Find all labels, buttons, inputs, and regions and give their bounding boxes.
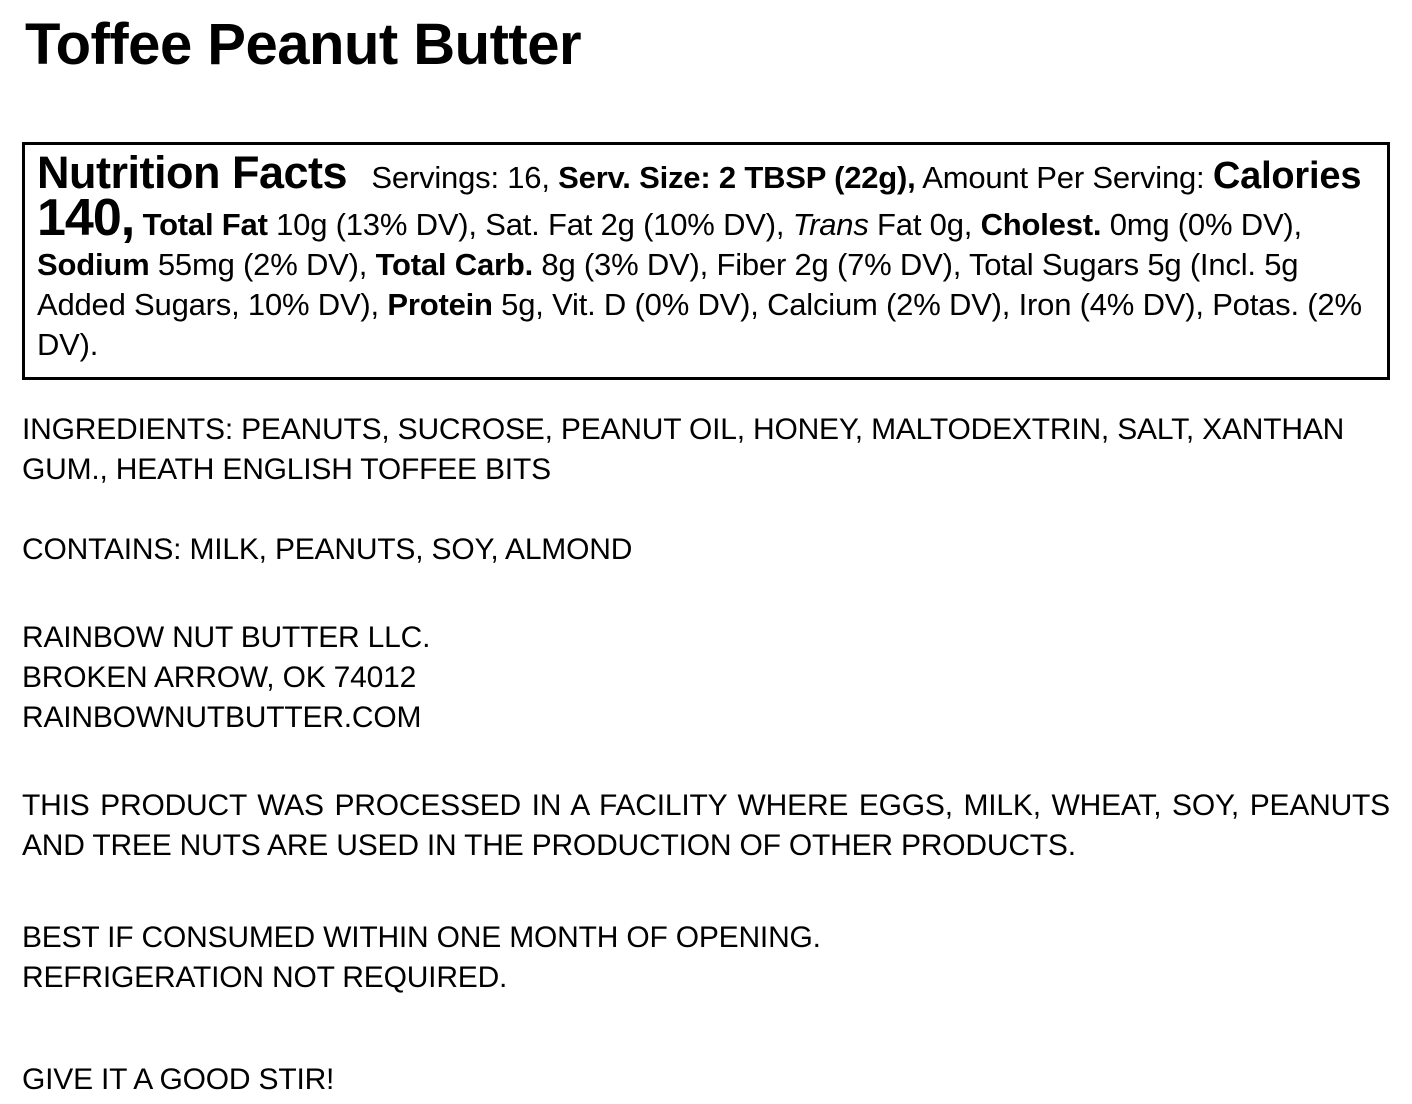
nf-segment-regular: Servings: 16, <box>363 160 559 195</box>
nutrition-facts-box <box>22 142 1390 380</box>
stir-note: GIVE IT A GOOD STIR! <box>22 1063 335 1096</box>
storage-instructions <box>22 918 1390 998</box>
nf-segment-regular: 10g (13% DV), Sat. Fat 2g (10% DV), <box>276 207 793 242</box>
nf-segment-regular: Fat 0g, <box>868 207 981 242</box>
nf-segment-calories-value: 140, <box>37 189 135 247</box>
nf-segment-bold: Total Fat <box>134 207 277 242</box>
nf-segment-regular: Amount Per Serving: <box>915 160 1213 195</box>
manufacturer-website: RAINBOWNUTBUTTER.COM <box>22 701 422 734</box>
nf-segment-bold: Sodium <box>37 247 150 282</box>
nf-segment-regular: 5g, Vit. D (0% DV), Calcium (2% DV), Iron (4% DV), Potas. (2% DV). <box>37 287 1362 362</box>
nf-segment-regular: 55mg (2% DV), <box>149 247 376 282</box>
manufacturer-name: RAINBOW NUT BUTTER LLC. <box>22 621 431 654</box>
nf-segment-italic: Trans <box>792 207 869 242</box>
nf-segment-regular: 0mg (0% DV), <box>1101 207 1302 242</box>
nutrition-facts-text <box>37 147 1375 365</box>
manufacturer-block <box>22 618 1390 738</box>
nf-segment-bold: Protein <box>387 287 493 322</box>
nf-segment-heading: Nutrition Facts <box>37 147 348 198</box>
storage-line-2: REFRIGERATION NOT REQUIRED. <box>22 961 508 994</box>
storage-line-1: BEST IF CONSUMED WITHIN ONE MONTH OF OPENING. <box>22 921 821 954</box>
nf-segment-bold: Serv. Size: 2 TBSP (22g), <box>558 160 916 195</box>
nf-segment-bold: Cholest. <box>980 207 1102 242</box>
ingredients-text: INGREDIENTS: PEANUTS, SUCROSE, PEANUT OIL, HONEY, MALTODEXTRIN, SALT, XANTHAN GUM., HEATH ENGLISH TOFFEE BITS <box>22 413 1345 486</box>
nf-segment-regular: 8g (3% DV), Fiber 2g (7% DV), Total Sugars 5g (Incl. 5g Added Sugars, 10% DV), <box>37 247 1299 322</box>
manufacturer-address: BROKEN ARROW, OK 74012 <box>22 661 417 694</box>
nf-segment-calories-label: Calories <box>1212 155 1362 197</box>
product-title: Toffee Peanut Butter <box>25 12 582 77</box>
nf-segment-bold: Total Carb. <box>375 247 533 282</box>
contains-text: CONTAINS: MILK, PEANUTS, SOY, ALMOND <box>22 533 633 566</box>
facility-notice: THIS PRODUCT WAS PROCESSED IN A FACILITY WHERE EGGS, MILK, WHEAT, SOY, PEANUTS AND TREE NUTS ARE USED IN THE PRODUCTION OF OTHER PRODUCTS. <box>22 789 1390 862</box>
